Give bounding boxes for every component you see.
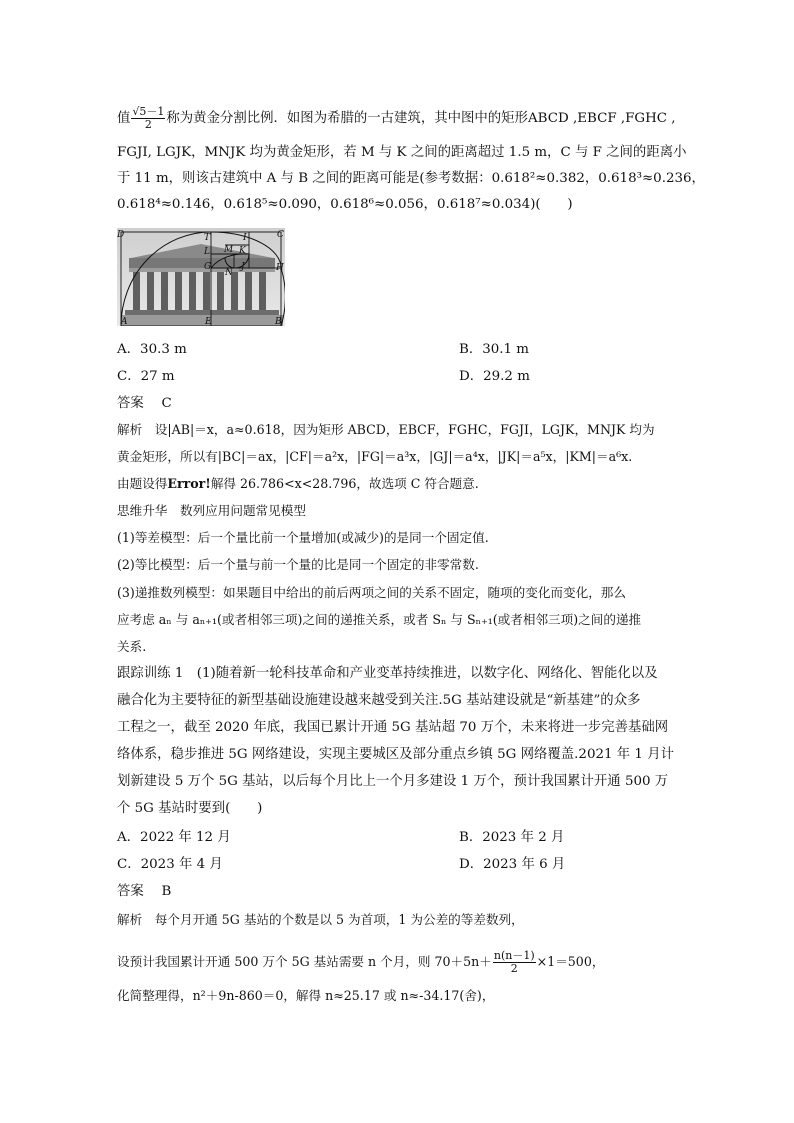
- solution-1-line-3-post: 解得 26.786<x<28.796，故选项 C 符合题意.: [210, 476, 479, 491]
- summary-item-3-line-2: 应考虑 aₙ 与 aₙ₊₁(或者相邻三项)之间的递推关系，或者 Sₙ 与 Sₙ₊₁(或者相邻三项)之间的递推: [117, 612, 642, 627]
- solution-1-line-3-pre: 由题设得: [117, 476, 168, 491]
- solution-2-line-2-pre: 设预计我国累计开通 500 万个 5G 基站需要 n 个月，则 70＋5n＋: [117, 954, 492, 969]
- options-row-2: [117, 368, 530, 386]
- answer-2-value: B: [161, 884, 172, 899]
- option2-d: D．2023 年 6 月: [459, 857, 566, 872]
- label-G: G: [204, 262, 212, 272]
- solution-1-line-1: 解析 设|AB|＝x，a≈0.618，因为矩形 ABCD，EBCF，FGHC，FGJI，LGJK，MNJK 均为: [117, 422, 655, 437]
- answer-1: [117, 395, 172, 413]
- exercise-line-6: 个 5G 基站时要到( ): [117, 801, 263, 816]
- label-I: I: [243, 233, 247, 243]
- solution-2-fraction: [493, 950, 536, 975]
- options2-row-1: [117, 829, 565, 847]
- solution-2-fraction-denominator: 2: [510, 962, 518, 975]
- temple-golden-rectangle-figure: [117, 228, 285, 326]
- solution-2-line-2: [117, 950, 604, 975]
- problem-line-1-rest: 称为黄金分割比例．如图为希腊的一古建筑，其中图中的矩形ABCD ,EBCF ,FGHC ,: [166, 111, 676, 126]
- option-a: A．30.3 m: [117, 342, 187, 357]
- options-row-1: [117, 341, 529, 359]
- exercise-line-2: 融合化为主要特征的新型基础设施建设越来越受到关注.5G 基站建设就是“新基建”的众多: [117, 693, 641, 708]
- option2-c: C．2023 年 4 月: [117, 857, 223, 872]
- option-b: B．30.1 m: [459, 342, 529, 357]
- exercise-line-1: 跟踪训练 1 (1)随着新一轮科技革命和产业变革持续推进，以数字化、网络化、智能化以及: [117, 666, 658, 681]
- label-H: H: [276, 263, 284, 273]
- problem-lead: 值: [117, 111, 131, 126]
- solution-2-line-3: 化简整理得，n²＋9n-860＝0，解得 n≈25.17 或 n≈-34.17(舍)，: [117, 988, 495, 1003]
- fraction-numerator: √5－1: [132, 105, 165, 118]
- solution-1-line-2: 黄金矩形，所以有|BC|＝ax，|CF|＝a²x，|FG|＝a³x，|GJ|＝a⁴x，|JK|＝a⁵x，|KM|＝a⁶x.: [117, 449, 633, 464]
- answer-1-label: 答案: [117, 396, 144, 411]
- label-L: L: [204, 247, 210, 257]
- label-A: A: [121, 317, 128, 326]
- label-B: B: [275, 317, 282, 326]
- problem-line-4: 0.618⁴≈0.146，0.618⁵≈0.090，0.618⁶≈0.056，0.618⁷≈0.034)( ): [117, 197, 573, 212]
- label-T: T: [204, 233, 211, 243]
- solution-2-line-1: 解析 每个月开通 5G 基站的个数是以 5 为首项，1 为公差的等差数列，: [117, 912, 524, 927]
- answer-1-value: C: [161, 396, 172, 411]
- option2-a: A．2022 年 12 月: [117, 830, 231, 845]
- exercise-line-4: 络体系，稳步推进 5G 网络建设，实现主要城区及部分重点乡镇 5G 网络覆盖.2021 年 1 月计: [117, 747, 674, 762]
- label-K: K: [239, 246, 246, 256]
- summary-item-2: (2)等比模型：后一个量与前一个量的比是同一个固定的非零常数.: [117, 557, 479, 572]
- answer-2: [117, 883, 171, 901]
- summary-item-3-line-3: 关系.: [117, 639, 147, 654]
- answer-2-label: 答案: [117, 884, 144, 899]
- summary-title: 思维升华 数列应用问题常见模型: [117, 503, 306, 518]
- solution-1-line-3: [117, 475, 479, 493]
- fraction-denominator: 2: [144, 118, 152, 131]
- golden-ratio-fraction: [131, 106, 165, 131]
- error-marker: Error!: [167, 476, 211, 491]
- exercise-line-3: 工程之一，截至 2020 年底，我国已累计开通 5G 基站超 70 万个，未来将进一步完善基础网: [117, 720, 669, 735]
- summary-item-1: (1)等差模型：后一个量比前一个量增加(或减少)的是同一个固定值.: [117, 530, 489, 545]
- problem-line-2: FGJI, LGJK，MNJK 均为黄金矩形，若 M 与 K 之间的距离超过 1.5 m，C 与 F 之间的距离小: [117, 145, 687, 160]
- summary-item-3-line-1: (3)递推数列模型：如果题目中给出的前后两项之间的关系不固定，随项的变化而变化，那么: [117, 585, 626, 600]
- option-d: D．29.2 m: [459, 369, 530, 384]
- label-D: D: [117, 230, 125, 240]
- option2-b: B．2023 年 2 月: [459, 830, 565, 845]
- options2-row-2: [117, 856, 566, 874]
- exercise-line-5: 划新建设 5 万个 5G 基站，以后每个月比上一个月多建设 1 万个，预计我国累计开通 500 万: [117, 774, 669, 789]
- label-E: E: [205, 317, 212, 326]
- label-N: N: [225, 268, 233, 278]
- option-c: C．27 m: [117, 369, 175, 384]
- label-M: M: [224, 245, 234, 255]
- solution-2-fraction-numerator: n(n－1): [493, 949, 535, 962]
- problem-line-3: 于 11 m，则该古建筑中 A 与 B 之间的距离可能是(参考数据：0.618²≈0.382，0.618³≈0.236，: [117, 171, 705, 186]
- problem-line-1: [117, 106, 676, 131]
- label-C: C: [277, 230, 284, 240]
- solution-2-line-2-post: ×1＝500，: [536, 954, 605, 969]
- label-J: J: [241, 262, 245, 272]
